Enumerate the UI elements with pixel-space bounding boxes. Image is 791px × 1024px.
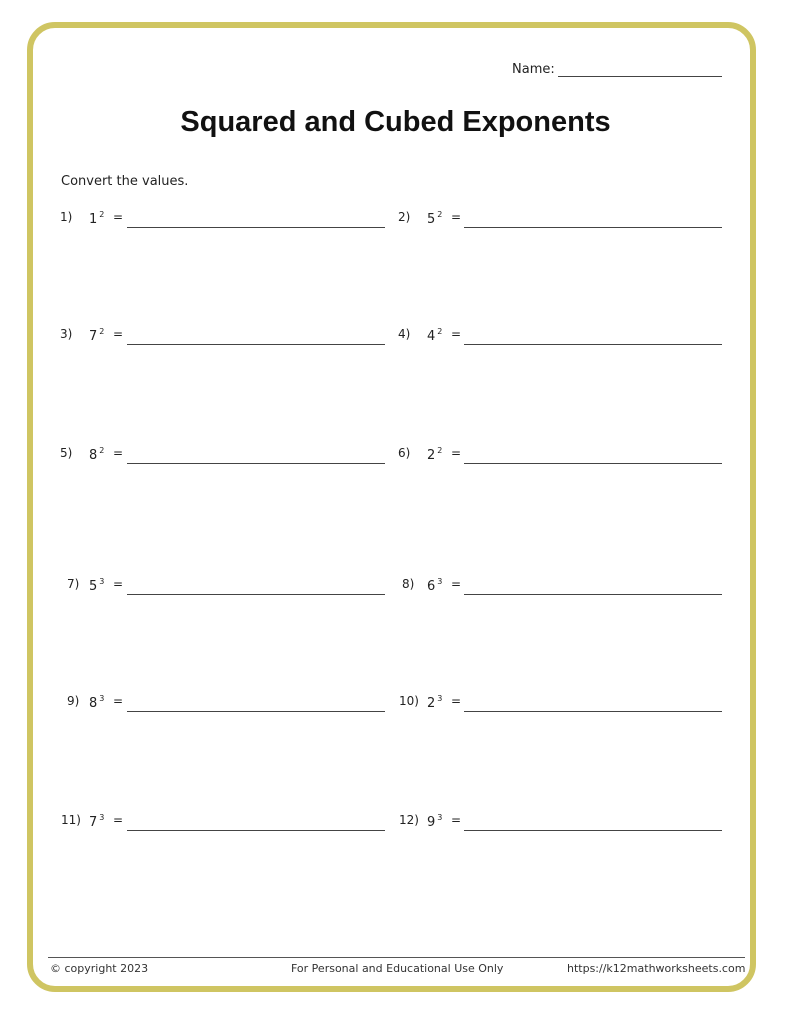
problem-exponent: 3 [99,694,105,703]
footer-divider [48,957,745,958]
problem-expression [427,327,442,344]
problem-item [58,327,398,349]
problem-exponent: 2 [99,446,105,455]
problem-expression [89,694,104,711]
equals-sign: = [451,327,462,341]
equals-sign: = [113,446,124,460]
equals-sign: = [451,210,462,224]
problem-base: 8 [89,448,98,463]
problem-expression [89,327,104,344]
problem-exponent: 2 [437,210,443,219]
problem-base: 1 [89,212,98,227]
problem-number: 11) [61,813,81,827]
problem-item [396,210,736,232]
problem-exponent: 3 [437,813,443,822]
problem-expression [427,694,442,711]
equals-sign: = [113,813,124,827]
problem-item [396,446,736,468]
problem-number: 6) [398,446,411,460]
answer-line[interactable] [127,227,385,228]
copyright-text: © copyright 2023 [50,962,149,975]
answer-line[interactable] [127,463,385,464]
name-field[interactable] [558,76,722,77]
problem-item [58,446,398,468]
problem-number: 2) [398,210,411,224]
problem-number: 12) [399,813,419,827]
problem-base: 9 [427,815,436,830]
problem-base: 4 [427,329,436,344]
equals-sign: = [113,210,124,224]
problem-exponent: 3 [99,813,105,822]
problem-item [396,813,736,835]
problem-exponent: 2 [99,327,105,336]
problem-base: 2 [427,696,436,711]
usage-text: For Personal and Educational Use Only [291,962,504,975]
problem-base: 7 [89,329,98,344]
problem-expression [89,446,104,463]
problem-exponent: 2 [437,327,443,336]
problem-base: 6 [427,579,436,594]
answer-line[interactable] [464,711,722,712]
instructions: Convert the values. [61,174,189,189]
equals-sign: = [451,577,462,591]
problem-expression [427,813,442,830]
problem-item [58,577,398,599]
answer-line[interactable] [464,463,722,464]
problem-base: 5 [89,579,98,594]
problem-number: 1) [60,210,73,224]
problem-expression [89,577,104,594]
problem-number: 5) [60,446,73,460]
problem-expression [427,577,442,594]
problem-base: 5 [427,212,436,227]
problem-item [396,694,736,716]
problem-item [58,694,398,716]
problem-base: 2 [427,448,436,463]
problem-exponent: 2 [437,446,443,455]
equals-sign: = [451,694,462,708]
problem-exponent: 3 [437,577,443,586]
problem-item [396,577,736,599]
problem-expression [89,813,104,830]
answer-line[interactable] [464,344,722,345]
problem-item [396,327,736,349]
answer-line[interactable] [127,830,385,831]
name-label: Name: [512,62,555,77]
equals-sign: = [113,327,124,341]
problem-number: 8) [402,577,415,591]
problem-expression [89,210,104,227]
answer-line[interactable] [127,594,385,595]
equals-sign: = [451,446,462,460]
problem-exponent: 2 [99,210,105,219]
equals-sign: = [113,577,124,591]
problem-exponent: 3 [437,694,443,703]
answer-line[interactable] [464,227,722,228]
problem-number: 4) [398,327,411,341]
problem-number: 3) [60,327,73,341]
page-border [27,22,756,992]
problem-expression [427,210,442,227]
problem-number: 10) [399,694,419,708]
answer-line[interactable] [464,594,722,595]
answer-line[interactable] [127,711,385,712]
problem-number: 9) [67,694,80,708]
problem-item [58,813,398,835]
problem-expression [427,446,442,463]
answer-line[interactable] [464,830,722,831]
equals-sign: = [113,694,124,708]
problem-exponent: 3 [99,577,105,586]
page-title: Squared and Cubed Exponents [180,106,611,138]
problem-number: 7) [67,577,80,591]
website-link[interactable]: https://k12mathworksheets.com [567,962,746,975]
problem-item [58,210,398,232]
problem-base: 7 [89,815,98,830]
problem-base: 8 [89,696,98,711]
equals-sign: = [451,813,462,827]
answer-line[interactable] [127,344,385,345]
